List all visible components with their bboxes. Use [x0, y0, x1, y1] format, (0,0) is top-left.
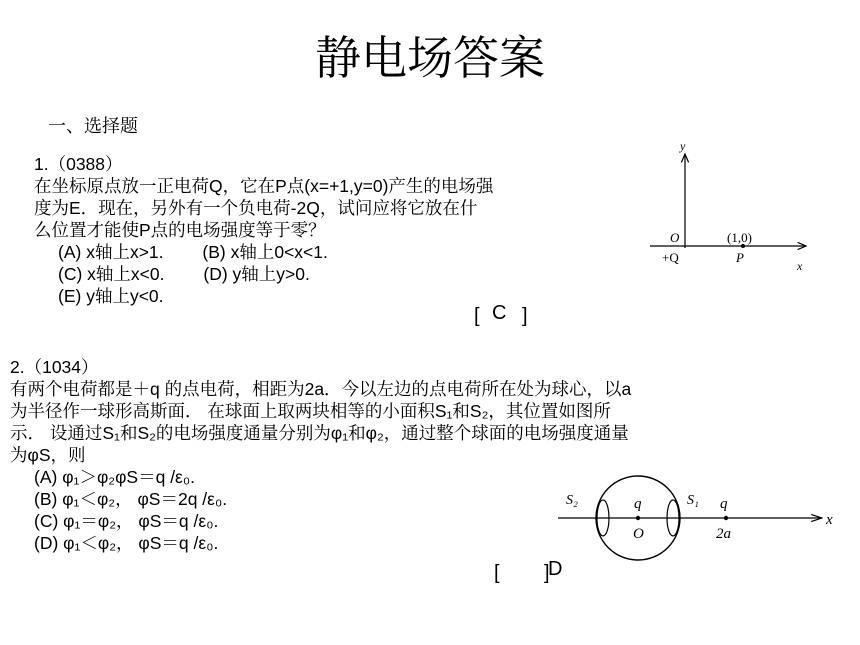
charge-left — [636, 516, 640, 520]
x-axis-label: x — [826, 512, 833, 528]
question-text-line: 为半径作一球形高斯面． 在球面上取两块相等的小面积S₁和S₂，其位置如图所 — [10, 401, 611, 421]
answer-bracket-right: ] — [522, 305, 528, 327]
s1-label: S₁ — [687, 493, 699, 508]
option-line: (E) y轴上y<0. — [58, 286, 164, 306]
question-2 — [10, 356, 631, 554]
distance-label: 2a — [716, 526, 731, 542]
question-text-line: 么位置才能使P点的电场强度等于零？ — [34, 220, 326, 240]
question-text-line: 度为E．现在，另外有一个负电荷-2Q，试问应将它放在什 — [34, 198, 478, 218]
question-number: 2.（1034） — [10, 357, 99, 377]
x-axis-label: x — [797, 259, 803, 273]
point-label: P — [736, 250, 744, 265]
question-text-line: 示． 设通过S₁和S₂的电场强度通量分别为φ₁和φ₂，通过整个球面的电场强度通量 — [10, 423, 629, 443]
answer-bracket-left: [ — [474, 305, 480, 327]
option-line: (D) φ₁＜φ₂， φS＝q /ε₀. — [34, 533, 219, 553]
left-charge-label: q — [634, 496, 642, 512]
option-line: (A) x轴上x>1. (B) x轴上0<x<1. — [58, 242, 328, 262]
coordinate-figure — [640, 140, 820, 280]
answer-text: D — [548, 558, 563, 580]
option-line: (C) φ₁＝φ₂， φS＝q /ε₀. — [34, 511, 219, 531]
y-axis-label: y — [680, 140, 686, 153]
charge-label: +Q — [662, 250, 679, 265]
question-text-line: 在坐标原点放一正电荷Q，它在P点(x=+1,y=0)产生的电场强 — [34, 176, 494, 196]
charge-right — [724, 516, 728, 520]
answer-bracket-right: ] — [544, 562, 550, 584]
option-line: (A) φ₁＞φ₂φS＝q /ε₀. — [34, 467, 195, 487]
option-line: (C) x轴上x<0. (D) y轴上y>0. — [58, 264, 310, 284]
section-heading: 一、选择题 — [48, 116, 138, 137]
answer-text: C — [492, 302, 507, 324]
point-coordinate-label: (1,0) — [727, 230, 752, 245]
answer-bracket-left: [ — [494, 562, 500, 584]
gaussian-sphere-figure — [550, 470, 850, 580]
question-number: 1.（0388） — [34, 154, 123, 174]
page-title: 静电场答案 — [315, 31, 545, 85]
question-text-line: 有两个电荷都是＋q 的点电荷，相距为2a．今以左边的点电荷所在处为球心，以a — [10, 379, 632, 399]
right-charge-label: q — [720, 496, 728, 512]
question-text-line: 为φS，则 — [10, 445, 86, 465]
origin-label: O — [670, 230, 680, 245]
question-1 — [34, 153, 493, 307]
origin-label: O — [633, 526, 644, 542]
option-line: (B) φ₁＜φ₂， φS＝2q /ε₀. — [34, 489, 228, 509]
s2-label: S₂ — [566, 493, 578, 508]
